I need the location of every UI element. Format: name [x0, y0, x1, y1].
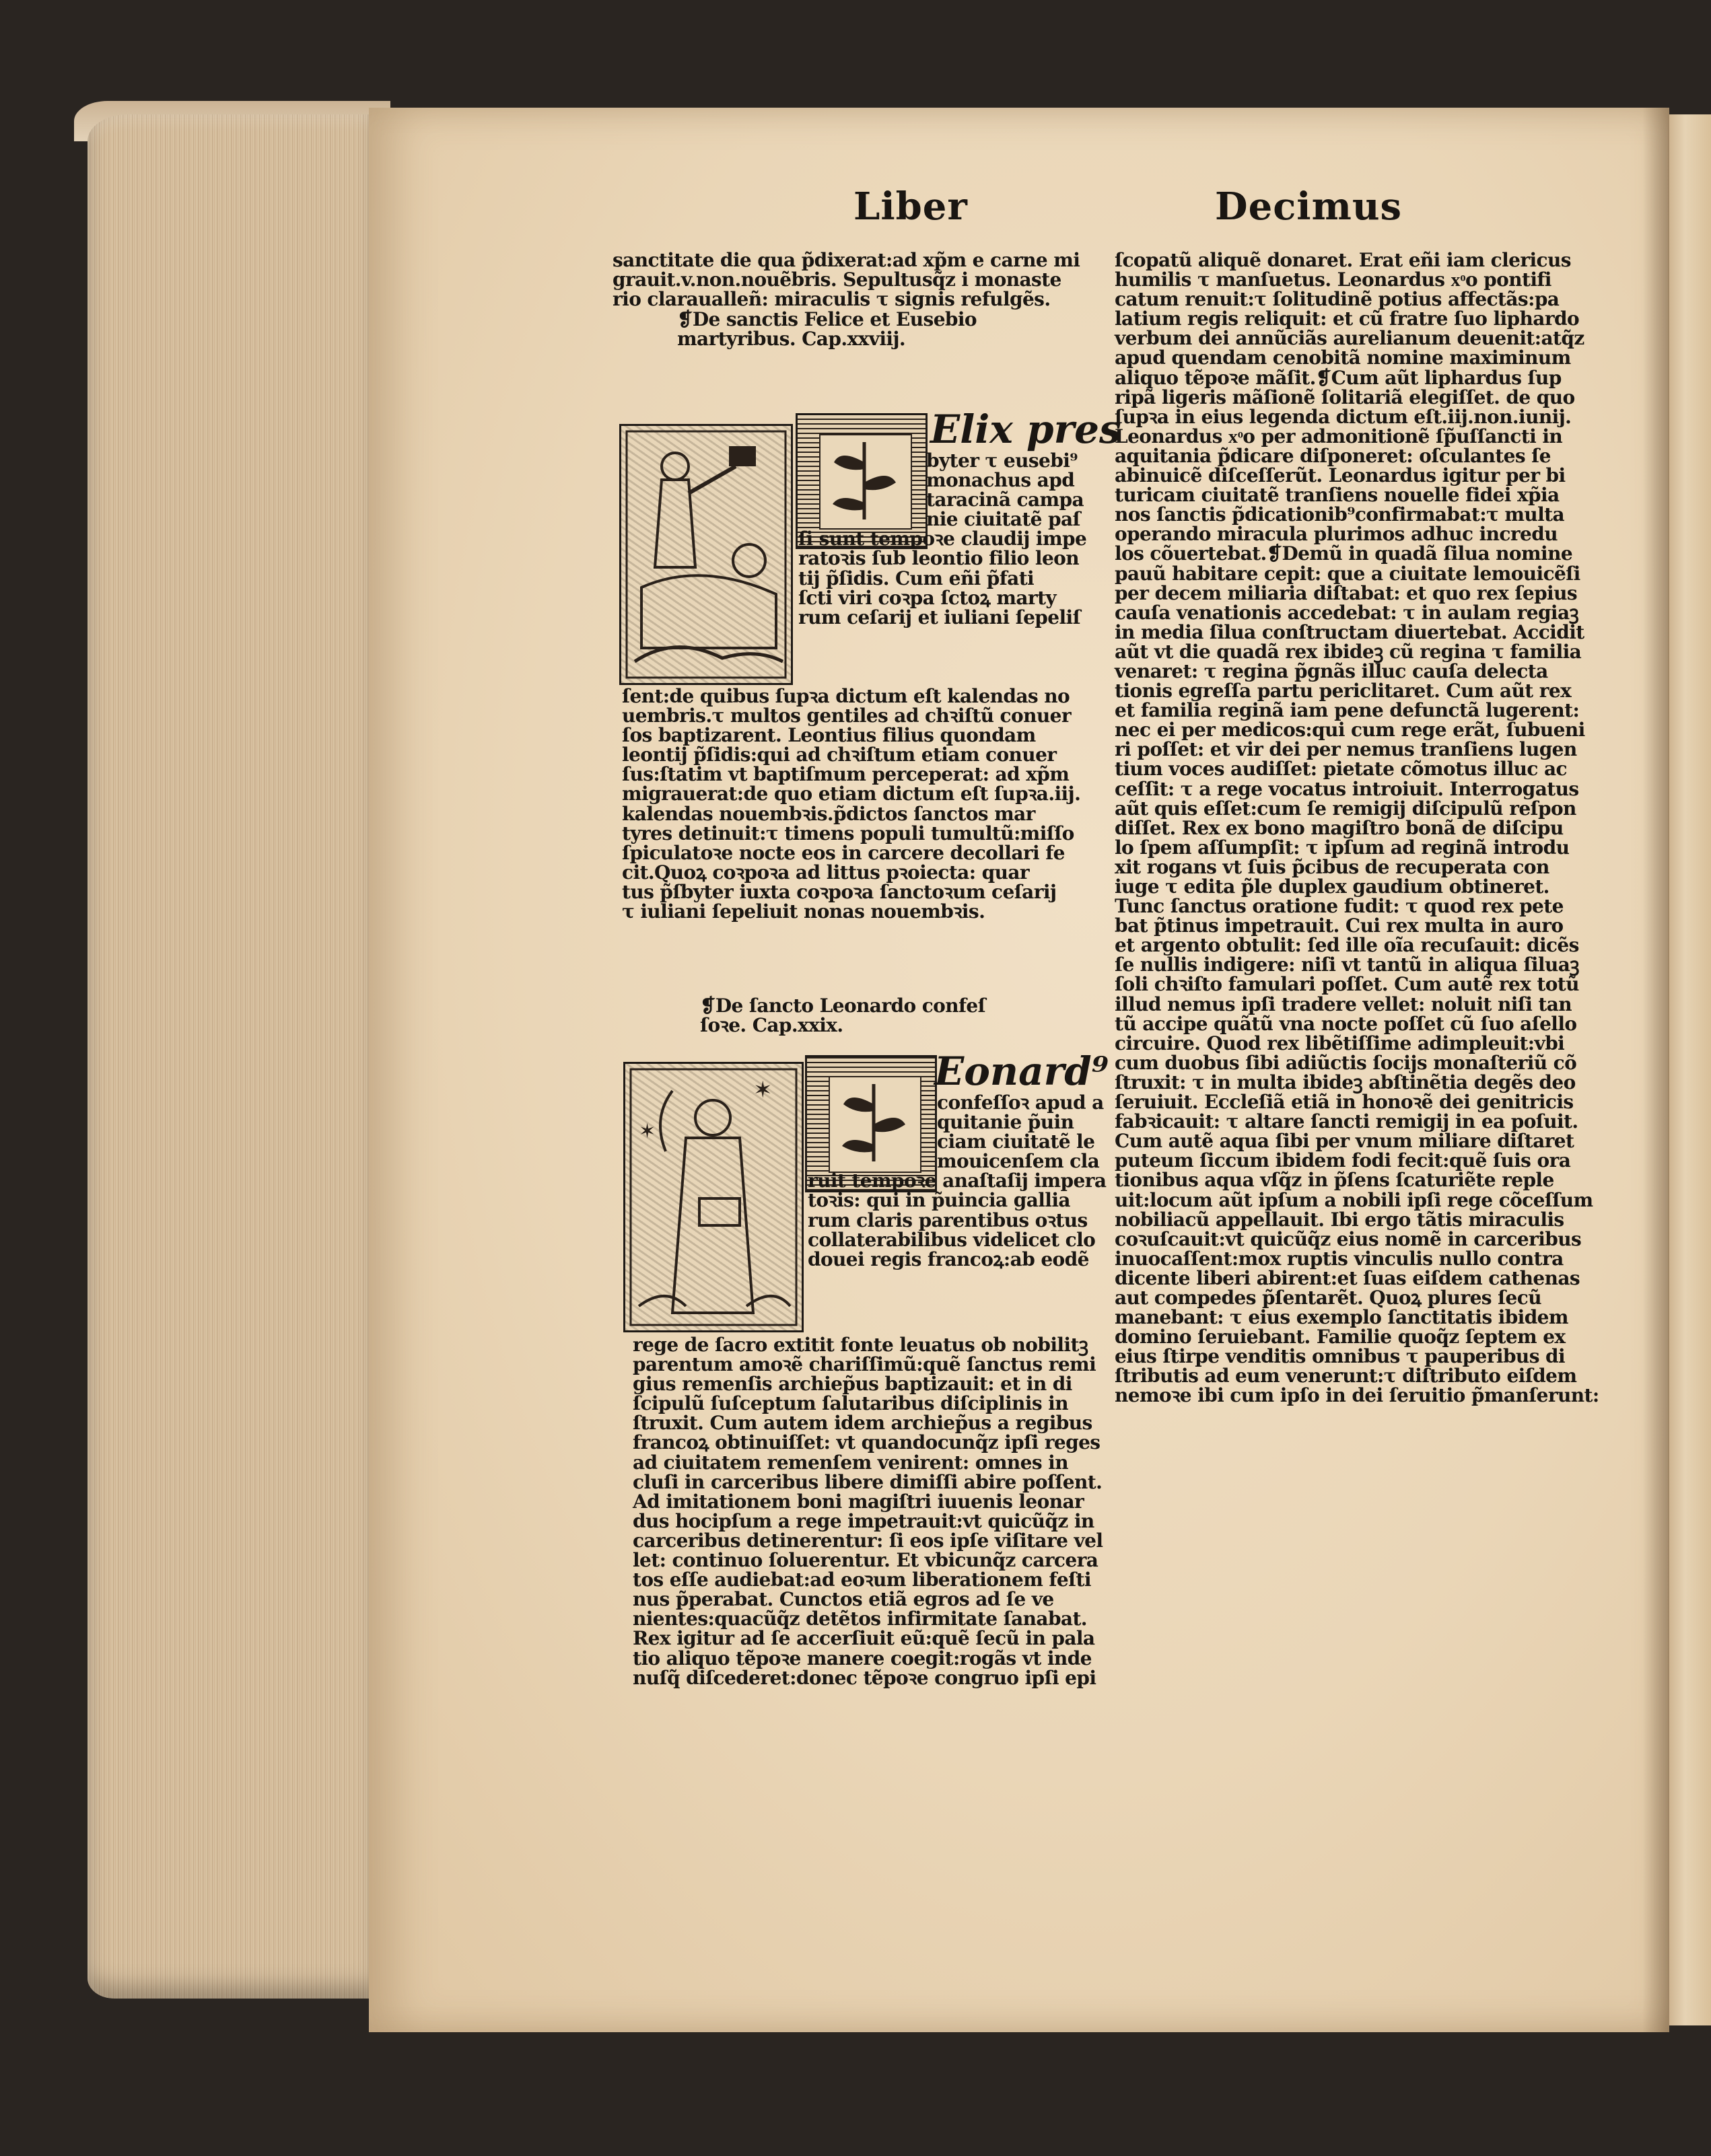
text-line: ciam ciuitatẽ le — [937, 1130, 1095, 1153]
text-line: tium voces audiſſet: pietate cõmotus illuc ac — [1115, 758, 1567, 781]
text-line: verbum dei annũciãs aurelianum deuenit:atq̃z — [1115, 327, 1584, 350]
text-line: ſus:ſtatim vt baptiſmum perceperat: ad xp̃m — [622, 763, 1070, 786]
text-line: monachus apd — [926, 469, 1075, 492]
text-line: fabꝛicauit: τ altare ſancti remigij in ea poſuit. — [1115, 1110, 1578, 1133]
text-line: coꝛuſcauit:vt quicũq̃z eius nomẽ in carceribus — [1115, 1227, 1582, 1250]
text-line: ad ciuitatem remenſem venirent: omnes in — [633, 1451, 1068, 1474]
text-line: migrauerat:de quo etiam dictum eſt ſupꝛa.iij. — [622, 783, 1081, 805]
text-line: los cõuertebat.❡Demũ in quadã ſilua nomine — [1115, 542, 1573, 565]
text-line: nec ei per medicos:qui cum rege erãt, ſubueni — [1115, 719, 1585, 742]
text-line: ceſſit: τ a rege vocatus introiuit. Interrogatus — [1115, 777, 1579, 800]
text-line: ſi sunt tempoꝛe claudij impe — [798, 528, 1087, 550]
text-line: ſoli chꝛiſto famulari poſſet. Cum autẽ rex totũ — [1115, 973, 1579, 996]
text-line: operando miracula plurimos adhuc incredu — [1115, 523, 1558, 546]
left-column-top-lines — [613, 250, 1080, 309]
gutter-shadow — [1642, 108, 1669, 2032]
text-line: ruit tempoꝛe anaſtaſij impera — [808, 1170, 1107, 1192]
text-line: ſpiculatoꝛe nocte eos in carcere decollari fe — [622, 841, 1065, 864]
text-line: rege de ſacro extitit fonte leuatus ob nobilitꝫ — [633, 1334, 1088, 1356]
text-line: tij p̃ſidis. Cum eñi p̃fati — [798, 567, 1035, 589]
text-line: tos eſſe audiebat:ad eoꝛum liberationem feſti — [633, 1569, 1091, 1591]
heading-line: martyribus. Cap.xxviij. — [677, 328, 906, 351]
text-line: turicam ciuitatẽ tranſiens nouelle fidei xp̃ia — [1115, 484, 1560, 507]
text-line: aliquo tẽpoꝛe mãſit.❡Cum aũt liphardus ſup — [1115, 366, 1562, 389]
chapter-29-initial-letters: Eonard⁹ — [934, 1048, 1109, 1094]
text-line: cauſa venationis accedebat: τ in aulam regiaꝫ — [1115, 601, 1579, 624]
text-line: aũt quis eſſet:cum ſe remigij diſcipulũ reſpon — [1115, 797, 1576, 820]
text-line: ripã ligeris mãſionẽ ſolitariã elegiſſet. de quo — [1115, 386, 1575, 408]
text-line: ſe nullis indigere: niſi vt tantũ in aliqua ſiluaꝫ — [1115, 954, 1579, 976]
text-line: rum claris parentibus oꝛtus — [808, 1209, 1088, 1231]
text-line: nos ſanctis p̃dicationib⁹confirmabat:τ multa — [1115, 503, 1565, 526]
text-line: ſtruxit: τ in multa ibideꝫ abſtinẽtia degẽs deo — [1115, 1071, 1576, 1093]
martyrdom-scene-illustration — [621, 426, 791, 683]
text-line: kalendas nouembꝛis.p̃dictos ſanctos mar — [622, 802, 1035, 825]
star-icon: ✶ — [753, 1077, 773, 1104]
text-line: Tunc ſanctus oratione fudit: τ quod rex pete — [1115, 895, 1564, 918]
text-line: ratoꝛis ſub leontio filio leon — [798, 547, 1079, 570]
text-line: byter τ eusebi⁹ — [926, 450, 1078, 472]
text-line: pauũ habitare cepit: que a ciuitate lemouicẽſi — [1115, 562, 1580, 585]
text-line: confeſſoꝛ apud a — [937, 1091, 1104, 1114]
text-line: per decem miliaria diſtabat: et quo rex ſepius — [1115, 581, 1578, 604]
text-line: abinuicẽ diſceſſerũt. Leonardus igitur per bi — [1115, 464, 1566, 487]
running-head-left: Liber — [853, 184, 968, 229]
star-icon: ✶ — [639, 1120, 656, 1143]
text-line: puteum ſiccum ibidem fodi fecit:quẽ ſuis ora — [1115, 1149, 1571, 1172]
text-line: illud nemus ipſi tradere vellet: noluit niſi tan — [1115, 993, 1572, 1015]
text-line: lo ſpem aſſumpſit: τ ipſum ad reginã introdu — [1115, 836, 1570, 859]
text-line: aut compedes p̃ſentarẽt. Quoꝝ plures ſecũ — [1115, 1286, 1541, 1309]
chapter-29-heading — [700, 996, 985, 1035]
text-line: ſeruiuit. Eccleſiã etiã in honoꝛẽ dei genitricis — [1115, 1091, 1574, 1114]
text-line: douei regis francoꝝ:ab eodẽ — [808, 1248, 1089, 1270]
text-line: sanctitate die qua p̃dixerat:ad xp̃m e carne mi — [613, 249, 1080, 271]
text-line: bat p̃tinus impetrauit. Cui rex multa in auro — [1115, 914, 1564, 937]
text-line: nus p̃perabat. Cunctos etiã egros ad ſe ve — [633, 1588, 1054, 1611]
text-line: xit rogans vt ſuis p̃cibus de recuperata con — [1115, 855, 1549, 878]
text-line: mouicenſem cla — [937, 1150, 1100, 1173]
facing-page-edge — [1668, 114, 1711, 2025]
text-line: ſos baptizarent. Leontius filius quondam — [622, 724, 1036, 747]
text-line: leontij p̃ſidis:qui ad chꝛiſtum etiam conuer — [622, 744, 1057, 766]
text-line: cum duobus ſibi adiũctis ſocijs monaſteriũ cõ — [1115, 1051, 1577, 1074]
text-line: ſcti viri coꝛpa ſctoꝝ marty — [798, 586, 1057, 609]
page-edges — [88, 114, 377, 1999]
text-line: et familia reginã iam pene defunctã lugerent: — [1115, 699, 1580, 722]
text-line: tũ accipe quãtũ vna nocte poſſet cũ ſuo aſello — [1115, 1012, 1577, 1035]
chapter-29-body — [633, 1335, 1103, 1688]
text-line: tyres detinuit:τ timens populi tumultũ:miſſo — [622, 822, 1074, 845]
running-head-right: Decimus — [1215, 184, 1403, 229]
text-line: Rex igitur ad ſe accerſiuit eũ:quẽ ſecũ in pala — [633, 1627, 1095, 1650]
text-line: dus hocipſum a rege impetrauit:vt quicũq̃z in — [633, 1509, 1094, 1532]
woodcut-martyrs-image — [619, 424, 793, 685]
text-line: nientes:quacũq̃z detẽtos infirmitate ſanabat. — [633, 1608, 1087, 1630]
text-line: tionis egreſſa partu periclitaret. Cum aũt rex — [1115, 680, 1572, 703]
text-line: iuge τ edita p̃le duplex gaudium obtineret. — [1115, 875, 1549, 898]
text-line: tionibus aqua vſq̃z in p̃ſens ſcaturiẽte reple — [1115, 1169, 1554, 1192]
text-line: ſcipulũ ſuſceptum ſalutaribus diſciplinis in — [633, 1392, 1068, 1415]
text-line: francoꝝ obtinuiſſet: vt quandocunq̃z ipſi reges — [633, 1431, 1101, 1454]
text-line: ſent:de quibus ſupꝛa dictum eſt kalendas no — [622, 685, 1070, 707]
text-line: in media ſilua conſtructam diuertebat. Accidit — [1115, 620, 1584, 643]
text-line: cluſi in carceribus libere dimiſſi abire poſſent. — [633, 1470, 1103, 1493]
heading-line: ❡De ſancto Leonardo confeſ — [700, 995, 986, 1017]
chapter-29-lines-beside-woodcut — [808, 1093, 1106, 1269]
text-line: nie ciuitatẽ paſ — [926, 508, 1080, 531]
text-line: et argento obtulit: ſed ille oĩa recuſauit: dicẽs — [1115, 934, 1579, 957]
text-line: nemoꝛe ibi cum ipſo in dei ſeruitio p̃manſerunt: — [1115, 1384, 1599, 1407]
text-line: toꝛis: qui in p̃uincia gallia — [808, 1189, 1070, 1212]
text-line: Cum autẽ aqua ſibi per vnum miliare diſtaret — [1115, 1130, 1574, 1153]
text-line: τ iuliani ſepeliuit nonas nouembꝛis. — [622, 900, 985, 923]
text-line: tus p̃ſbyter iuxta coꝛpoꝛa ſanctoꝛum ceſarij — [622, 880, 1057, 903]
text-line: taracinã campa — [926, 489, 1084, 511]
chapter-28-body — [622, 686, 1080, 921]
text-line: ſtributis ad eum venerunt:τ diſtributo eiſdem — [1115, 1365, 1577, 1388]
text-line: diſſet. Rex ex bono magiſtro bonã de diſcipu — [1115, 816, 1564, 839]
text-line: apud quendam cenobitã nomine maximinum — [1115, 347, 1571, 369]
text-line: tio aliquo tẽpoꝛe manere coegit:rogãs vt inde — [633, 1647, 1092, 1669]
text-line: quitanie p̃uin — [937, 1111, 1074, 1134]
text-line: ſtruxit. Cum autem idem archiep̃us a regibus — [633, 1412, 1092, 1435]
text-line: uembris.τ multos gentiles ad chꝛiſtũ conuer — [622, 705, 1071, 727]
text-line: dicente liberi abirent:et ſuas eiſdem cathenas — [1115, 1266, 1580, 1289]
text-line: ſupꝛa in eius legenda dictum eſt.iij.non.iunij. — [1115, 405, 1572, 428]
text-line: nobiliacũ appellauit. Ibi ergo tãtis miraculis — [1115, 1208, 1564, 1231]
text-line: aũt vt die quadã rex ibideꝫ cũ regina τ familia — [1115, 640, 1582, 663]
text-line: Ad imitationem boni magiſtri iuuenis leonar — [633, 1490, 1084, 1513]
text-line: eius ſtirpe venditis omnibus τ pauperibus di — [1115, 1345, 1566, 1368]
text-line: parentum amoꝛẽ chariſſimũ:quẽ ſanctus remi — [633, 1353, 1096, 1376]
text-line: uit:locum aũt ipſum a nobili ipſi rege cõceſſum — [1115, 1188, 1593, 1211]
text-line: carceribus detinerentur: ſi eos ipſe viſitare vel — [633, 1529, 1103, 1552]
text-line: rum ceſarij et iuliani ſepeliſ — [798, 606, 1081, 628]
chapter-28-initial-letters: Elix pres — [930, 406, 1121, 452]
saint-leonard-illustration — [625, 1064, 802, 1330]
heading-line: ſoꝛe. Cap.xxix. — [700, 1014, 843, 1037]
text-line: domino ſeruiebant. Familie quoq̃z ſeptem ex — [1115, 1326, 1566, 1349]
chapter-28-lines-beside-woodcut — [798, 451, 1086, 627]
text-line: aquitania p̃dicare diſponeret: oſculantes ſe — [1115, 444, 1551, 467]
heading-line: ❡De sanctis Felice et Eusebio — [677, 308, 977, 330]
text-line: cit.Quoꝝ coꝛpoꝛa ad littus pꝛoiecta: quar — [622, 861, 1030, 884]
text-line: let: continuo ſoluerentur. Et vbicunq̃z carcera — [633, 1549, 1098, 1572]
chapter-28-heading — [677, 310, 977, 349]
text-line: venaret: τ regina p̃gnãs illuc cauſa delecta — [1115, 659, 1548, 682]
text-line: circuire. Quod rex libẽtiſſime adimpleuit:vbi — [1115, 1032, 1565, 1054]
text-line: rio claraualleñ: miraculis τ signis refulgẽs. — [613, 288, 1051, 311]
text-line: humilis τ manſuetus. Leonardus xͦo pontifi — [1115, 268, 1551, 291]
text-line: manebant: τ eius exemplo ſanctitatis ibidem — [1115, 1306, 1568, 1329]
text-line: latium regis reliquit: et cũ fratre ſuo liphardo — [1115, 308, 1580, 330]
text-line: grauit.v.non.nouẽbris. Sepultusq̃z i monaste — [613, 268, 1061, 291]
text-line: inuocaſſent:mox ruptis vinculis nullo contra — [1115, 1247, 1564, 1270]
text-line: Leonardus xͦo per admonitionẽ ſp̃uſſancti in — [1115, 425, 1563, 447]
text-line: ſcopatũ aliquẽ donaret. Erat eñi iam clericus — [1115, 249, 1571, 271]
woodcut-saint-leonard-image — [623, 1062, 804, 1332]
text-line: gius remenſis archiep̃us baptizauit: et in di — [633, 1373, 1072, 1396]
text-line: nuſq̃ diſcederet:donec tẽpoꝛe congruo ipſi epi — [633, 1666, 1096, 1689]
text-line: collaterabilibus videlicet clo — [808, 1228, 1096, 1251]
text-line: catum renuit:τ ſolitudinẽ potius affectãs:pa — [1115, 288, 1560, 311]
text-line: ri poſſet: et vir dei per nemus tranſiens lugen — [1115, 738, 1577, 761]
right-column — [1115, 250, 1599, 1406]
